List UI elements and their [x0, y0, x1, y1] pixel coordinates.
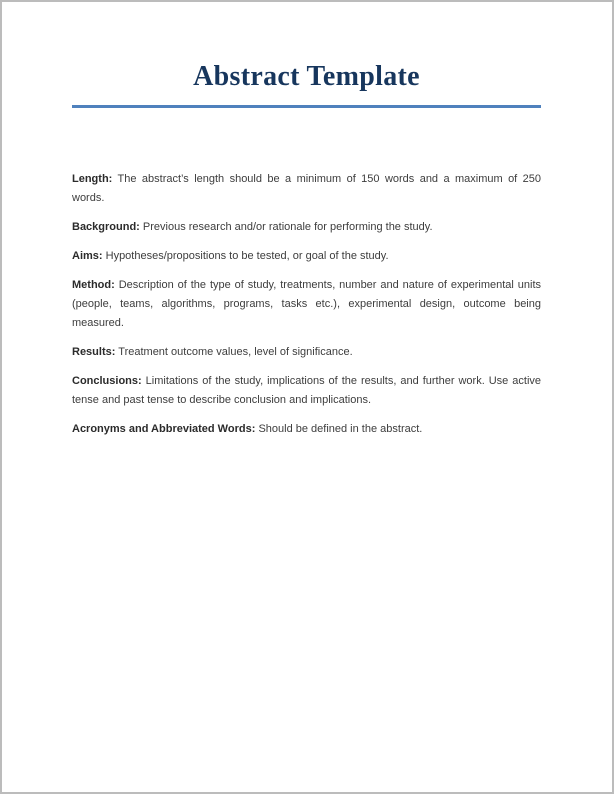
paragraph-acronyms	[72, 420, 541, 439]
paragraph-acronyms-text: Should be defined in the abstract.	[258, 423, 423, 435]
paragraph-results-text: Treatment outcome values, level of significance.	[118, 346, 353, 358]
page-title: Abstract Template	[193, 61, 420, 92]
paragraph-aims-text: Hypotheses/propositions to be tested, or goal of the study.	[105, 250, 389, 262]
document-body	[72, 170, 541, 439]
paragraph-background-text: Previous research and/or rationale for performing the study.	[142, 221, 433, 233]
paragraph-method-label: Method:	[72, 279, 115, 291]
paragraph-aims-label: Aims:	[72, 250, 103, 262]
paragraph-conclusions	[72, 372, 541, 410]
paragraph-results	[72, 343, 541, 362]
paragraph-aims	[72, 247, 541, 266]
paragraph-background	[72, 218, 541, 237]
paragraph-method-text: Description of the type of study, treatments, number and nature of experimental units (people, teams, algorithms, programs, tasks etc.), experimental design, outcome being measured.	[72, 279, 542, 329]
paragraph-method	[72, 276, 541, 333]
paragraph-length-label: Length:	[72, 173, 113, 185]
paragraph-conclusions-label: Conclusions:	[72, 375, 142, 387]
title-block	[72, 59, 541, 108]
paragraph-results-label: Results:	[72, 346, 116, 358]
paragraph-length-text: The abstract’s length should be a minimum of 150 words and a maximum of 250 words.	[72, 173, 542, 204]
paragraph-background-label: Background:	[72, 221, 140, 233]
paragraph-length	[72, 170, 541, 208]
paragraph-conclusions-text: Limitations of the study, implications of the results, and further work. Use active tense and past tense to describe conclusion and implications.	[72, 375, 542, 406]
paragraph-acronyms-label: Acronyms and Abbreviated Words:	[72, 423, 256, 435]
